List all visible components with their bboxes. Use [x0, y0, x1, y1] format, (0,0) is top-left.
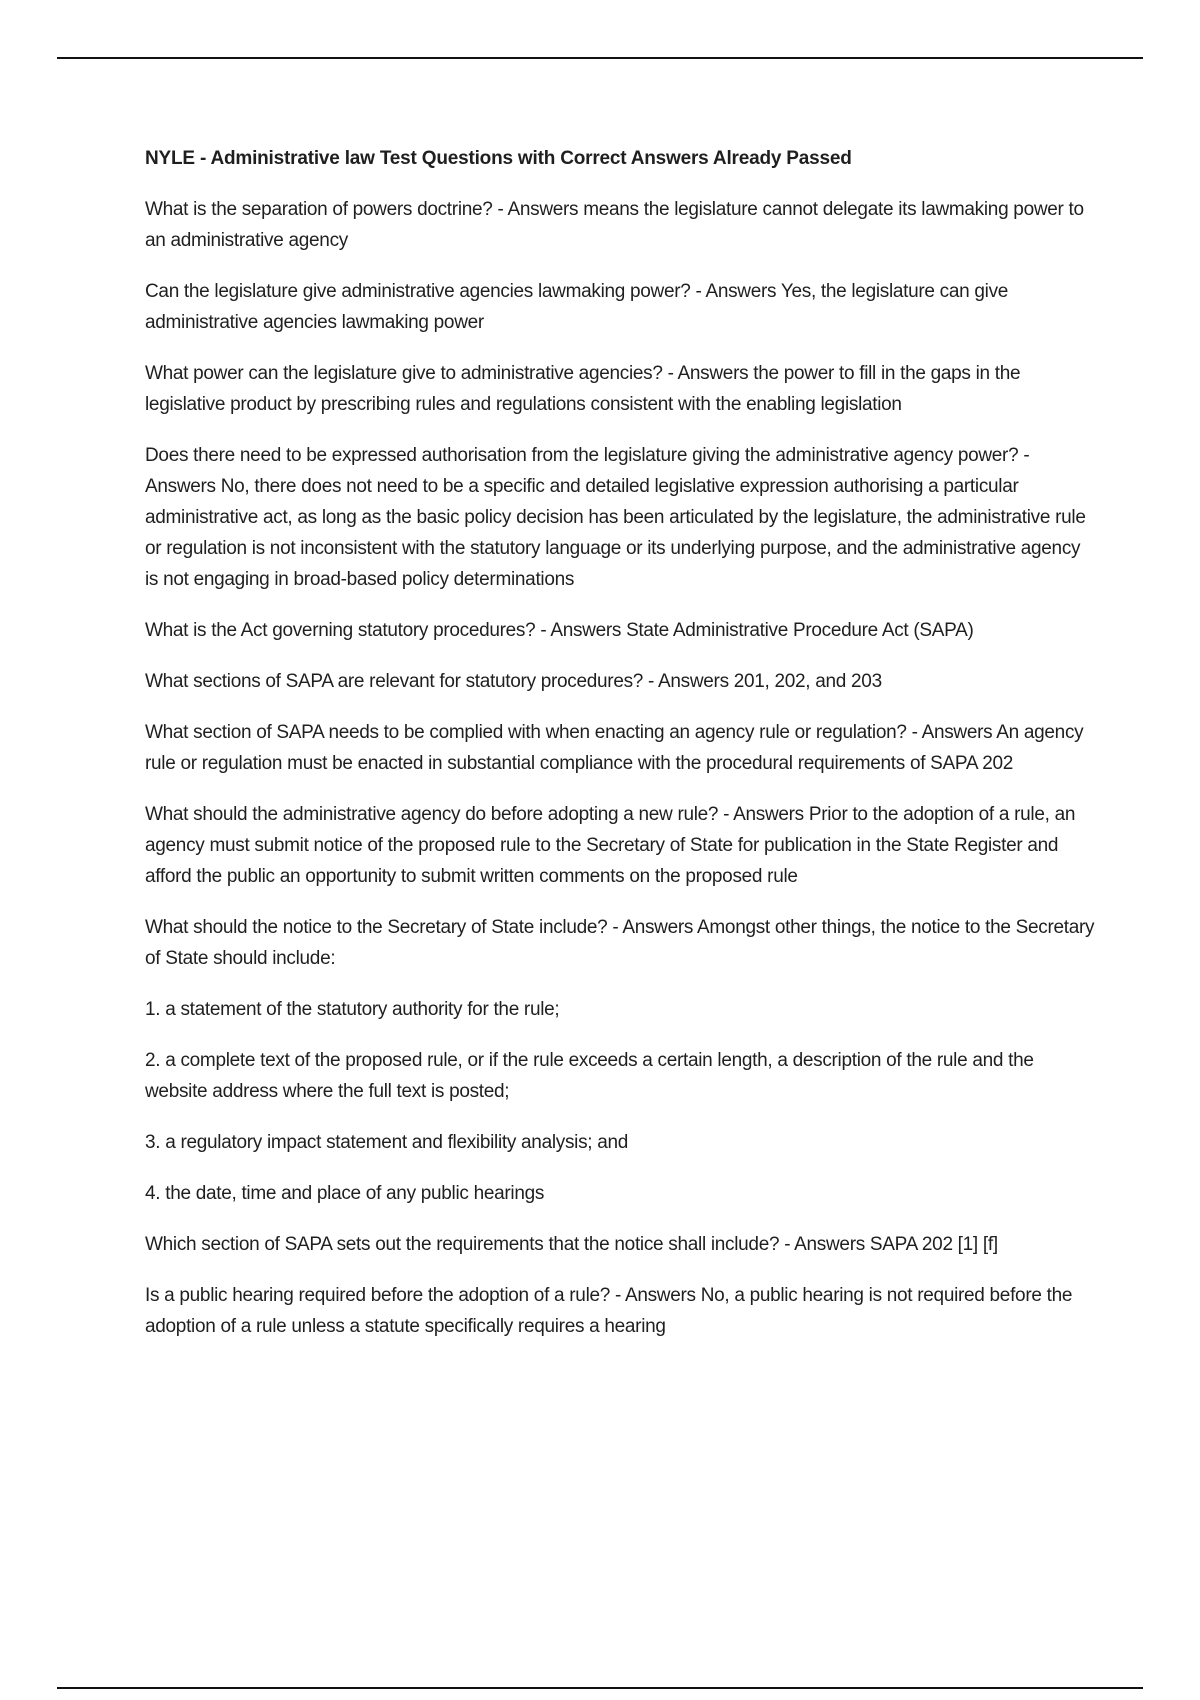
- qa-paragraph: Can the legislature give administrative agencies lawmaking power? - Answers Yes, the legislature can give administrative agencies lawmaking power: [145, 281, 1009, 333]
- document-title: NYLE - Administrative law Test Questions with Correct Answers Already Passed: [145, 148, 852, 169]
- list-item: 2. a complete text of the proposed rule, or if the rule exceeds a certain length, a description of the rule and the website address where the full text is posted;: [145, 1050, 1034, 1102]
- qa-paragraph: Is a public hearing required before the adoption of a rule? - Answers No, a public hearing is not required before the adoption of a rule unless a statute specifically requires a hearing: [145, 1285, 1073, 1337]
- qa-paragraph: What sections of SAPA are relevant for statutory procedures? - Answers 201, 202, and 203: [145, 671, 882, 692]
- qa-paragraph: What should the administrative agency do before adopting a new rule? - Answers Prior to the adoption of a rule, an agency must submit notice of the proposed rule to the Secretary of State for publication in the State Register and afford the public an opportunity to submit written comments on the proposed rule: [145, 804, 1076, 887]
- list-item: 1. a statement of the statutory authority for the rule;: [145, 999, 560, 1020]
- list-item: 4. the date, time and place of any public hearings: [145, 1183, 545, 1204]
- qa-paragraph: What is the Act governing statutory procedures? - Answers State Administrative Procedure Act (SAPA): [145, 620, 974, 641]
- list-item: 3. a regulatory impact statement and flexibility analysis; and: [145, 1132, 629, 1153]
- qa-paragraph: What should the notice to the Secretary of State include? - Answers Amongst other things, the notice to the Secretary of State should include:: [145, 917, 1095, 969]
- footer-rule: [57, 1687, 1143, 1689]
- qa-paragraph: What is the separation of powers doctrine? - Answers means the legislature cannot delegate its lawmaking power to an administrative agency: [145, 199, 1084, 251]
- header-rule: [57, 57, 1143, 59]
- qa-paragraph: Which section of SAPA sets out the requirements that the notice shall include? - Answers SAPA 202 [1] [f]: [145, 1234, 998, 1255]
- document-body: [145, 144, 1095, 1362]
- qa-paragraph: What section of SAPA needs to be complied with when enacting an agency rule or regulation? - Answers An agency rule or regulation must be enacted in substantial compliance with the procedural requirements of SAPA 202: [145, 722, 1084, 774]
- qa-paragraph: What power can the legislature give to administrative agencies? - Answers the power to fill in the gaps in the legislative product by prescribing rules and regulations consistent with the enabling legislation: [145, 363, 1021, 415]
- qa-paragraph: Does there need to be expressed authorisation from the legislature giving the administrative agency power? - Answers No, there does not need to be a specific and detailed legislative expression authorising a particular administrative act, as long as the basic policy decision has been articulated by the legislature, the administrative rule or regulation is not inconsistent with the statutory language or its underlying purpose, and the administrative agency is not engaging in broad-based policy determinations: [145, 445, 1086, 590]
